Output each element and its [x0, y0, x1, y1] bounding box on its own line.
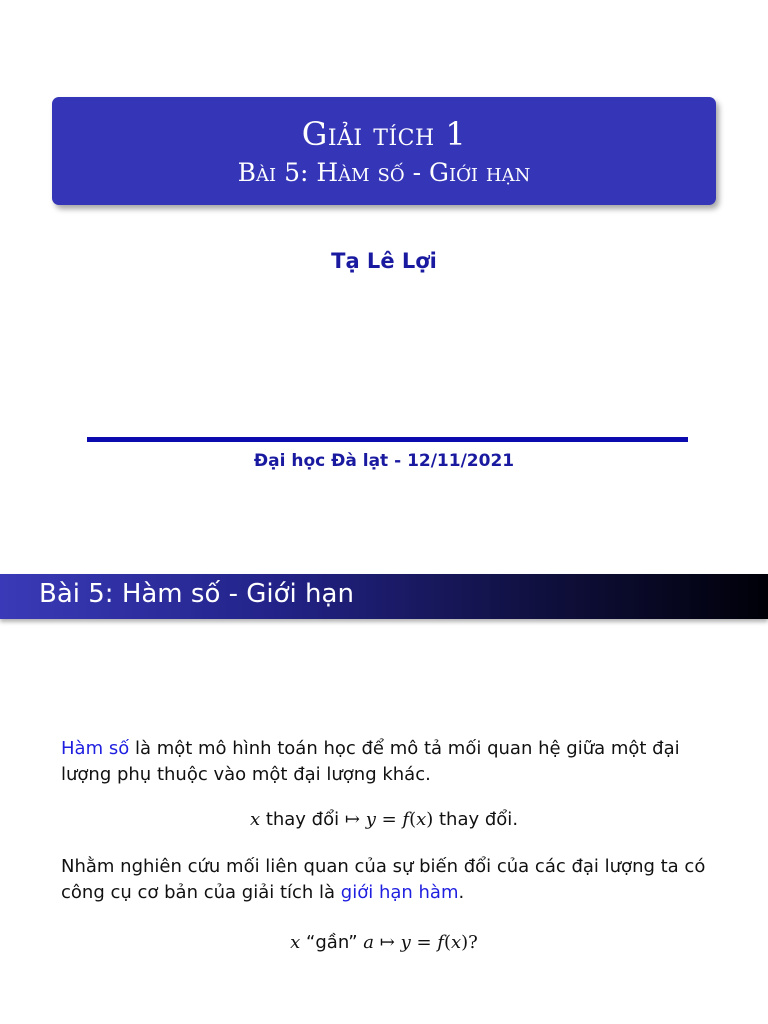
eq1-text2: thay đổi.: [433, 809, 519, 830]
term-gioi-han-ham: giới hạn hàm: [340, 882, 459, 903]
frame-title-bar: [0, 574, 768, 619]
eq2-equals: =: [410, 932, 438, 953]
motivation-text: Nhằm nghiên cứu mối liên quan của sự biến đổi của các đại lượng ta có công cụ cơ bản của giải tích là: [61, 856, 706, 903]
equation-1: [0, 809, 768, 830]
frame-title: Bài 5: Hàm số - Giới hạn: [39, 579, 354, 609]
eq2-f: f: [437, 932, 444, 953]
equation-2: [0, 932, 768, 953]
eq2-paren-open: (: [443, 932, 451, 953]
motivation-end: .: [458, 882, 465, 903]
institute-date: Đại học Đà lạt - 12/11/2021: [253, 451, 515, 471]
definition-text: là một mô hình toán học để mô tả mối quan hệ giữa một đại lượng phụ thuộc vào một đại lượng khác.: [61, 738, 680, 785]
eq2-x2: x: [451, 932, 462, 953]
eq1-equals: =: [375, 809, 403, 830]
title-box: [52, 97, 716, 205]
presentation-subtitle: Bài 5: Hàm số - Giới hạn: [237, 158, 531, 187]
eq1-f: f: [402, 809, 410, 830]
paragraph-motivation: [61, 854, 721, 906]
divider-rule: [87, 437, 688, 442]
eq2-a: a: [363, 932, 375, 953]
eq1-x2: x: [416, 809, 427, 830]
eq2-tail: )?: [461, 932, 478, 953]
author-name: Tạ Lê Lợi: [331, 249, 437, 273]
eq1-x: x: [249, 809, 261, 830]
content-slide: [0, 512, 768, 1024]
presentation-title: Giải tích 1: [301, 115, 467, 153]
eq1-y: y: [365, 809, 376, 830]
paragraph-definition: [61, 736, 721, 788]
maps-to-arrow: ↦: [344, 809, 360, 830]
maps-to-arrow: ↦: [379, 932, 395, 953]
eq2-text: “gần”: [300, 932, 364, 953]
eq1-paren-close: ): [426, 809, 434, 830]
term-ham-so: Hàm số: [61, 738, 130, 759]
eq1-text1: thay đổi: [260, 809, 345, 830]
eq1-paren-open: (: [409, 809, 417, 830]
eq2-x: x: [290, 932, 301, 953]
eq2-y: y: [400, 932, 411, 953]
